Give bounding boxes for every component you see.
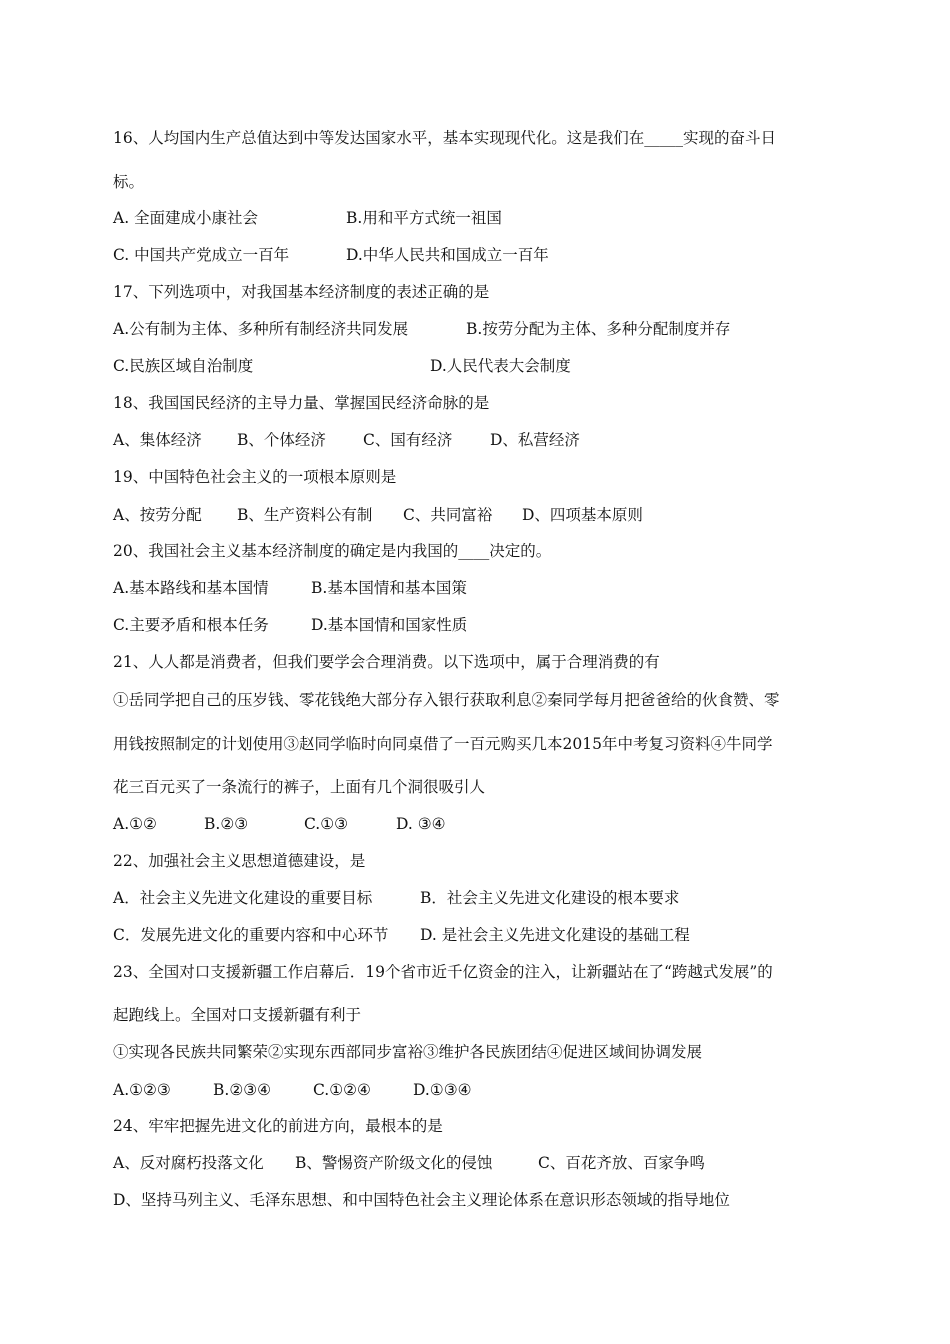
question-21-options	[113, 814, 446, 834]
question-20-option-a: A.基本路线和基本国情	[113, 579, 269, 597]
question-24-option-a: A、反对腐朽投落文化	[113, 1154, 264, 1172]
question-17-option-b: B.按劳分配为主体、多种分配制度并存	[466, 320, 731, 338]
question-23-option-b: B.②③④	[213, 1081, 272, 1099]
question-16-stem-line-1: 16、人均国内生产总值达到中等发达国家水平，基本实现现代化。这是我们在_____实现的奋斗日	[113, 129, 776, 147]
question-24-options-row-2	[113, 1190, 730, 1210]
question-20-option-b: B.基本国情和基本国策	[311, 579, 467, 597]
question-17-option-a: A.公有制为主体、多种所有制经济共同发展	[113, 320, 409, 338]
question-19-option-d: D、四项基本原则	[522, 506, 643, 524]
question-24-option-c: C、百花齐放、百家争鸣	[538, 1154, 705, 1172]
question-24-stem: 24、牢牢把握先进文化的前进方向，最根本的是	[113, 1117, 443, 1135]
question-20-option-c: C.主要矛盾和根本任务	[113, 616, 269, 634]
question-20-option-d: D.基本国情和国家性质	[311, 616, 468, 634]
question-19-option-b: B、生产资料公有制	[237, 506, 373, 524]
question-22-option-c: C．发展先进文化的重要内容和中心环节	[113, 926, 389, 944]
question-24-option-b: B、警惕资产阶级文化的侵蚀	[295, 1154, 493, 1172]
question-18-options	[113, 430, 580, 450]
question-22-option-a: A．社会主义先进文化建设的重要目标	[113, 889, 373, 907]
question-21-stem-line-1: 21、人人都是消费者，但我们要学会合理消费。以下选项中，属于合理消费的有	[113, 653, 660, 671]
question-22-options-row-2	[113, 925, 690, 945]
question-18-option-b: B、个体经济	[237, 431, 326, 449]
question-21-stem-line-4: 花三百元买了一条流行的裤子，上面有几个洞很吸引人	[113, 778, 486, 796]
question-23-stem-line-2: 起跑线上。全国对口支援新疆有利于	[113, 1006, 362, 1024]
question-16-options-row-2	[113, 245, 549, 265]
question-20-options-row-1	[113, 578, 467, 598]
question-16-option-b: B.用和平方式统一祖国	[346, 209, 502, 227]
question-20-options-row-2	[113, 615, 467, 635]
question-20-stem: 20、我国社会主义基本经济制度的确定是内我国的____决定的。	[113, 542, 552, 560]
question-19-stem: 19、中国特色社会主义的一项根本原则是	[113, 468, 397, 486]
question-18-option-d: D、私营经济	[490, 431, 580, 449]
question-16-option-a: A. 全面建成小康社会	[113, 209, 259, 227]
question-18-option-a: A、集体经济	[113, 431, 202, 449]
question-18-stem: 18、我国国民经济的主导力量、掌握国民经济命脉的是	[113, 394, 490, 412]
question-16-stem-line-2: 标。	[113, 173, 145, 191]
question-19-option-c: C、共同富裕	[403, 506, 493, 524]
question-19-options	[113, 505, 643, 525]
question-23-option-d: D.①③④	[413, 1081, 472, 1099]
question-16-option-d: D.中华人民共和国成立一百年	[346, 246, 549, 264]
question-21-stem-line-3: 用钱按照制定的计划使用③赵同学临时向同桌借了一百元购买几本2015年中考复习资料④牛同学	[113, 735, 773, 753]
question-17-options-row-1	[113, 319, 730, 339]
question-17-option-c: C.民族区域自治制度	[113, 357, 254, 375]
question-16-option-c: C. 中国共产党成立一百年	[113, 246, 290, 264]
question-18-option-c: C、国有经济	[363, 431, 453, 449]
question-24-options-row-1	[113, 1153, 705, 1173]
question-16-options-row-1	[113, 208, 502, 228]
question-23-stem-line-3: ①实现各民族共同繁荣②实现东西部同步富裕③维护各民族团结④促进区域间协调发展	[113, 1043, 703, 1061]
question-24-option-d: D、坚持马列主义、毛泽东思想、和中国特色社会主义理论体系在意识形态领域的指导地位	[113, 1191, 730, 1209]
question-22-option-b: B．社会主义先进文化建设的根本要求	[420, 889, 680, 907]
question-23-options	[113, 1080, 472, 1100]
question-19-option-a: A、按劳分配	[113, 506, 202, 524]
question-21-option-b: B.②③	[204, 815, 249, 833]
question-23-stem-line-1: 23、全国对口支援新疆工作启幕后．19个省市近千亿资金的注入，让新疆站在了“跨越式发展”的	[113, 963, 773, 981]
question-17-option-d: D.人民代表大会制度	[430, 357, 571, 375]
question-17-options-row-2	[113, 356, 571, 376]
question-21-option-d: D. ③④	[396, 815, 446, 833]
question-21-option-c: C.①③	[304, 815, 349, 833]
question-22-options-row-1	[113, 888, 679, 908]
question-23-option-a: A.①②③	[113, 1081, 171, 1099]
question-22-stem: 22、加强社会主义思想道德建设，是	[113, 852, 366, 870]
question-21-stem-line-2: ①岳同学把自己的压岁钱、零花钱绝大部分存入银行获取利息②秦同学每月把爸爸给的伙食赞、零	[113, 691, 780, 709]
question-23-option-c: C.①②④	[313, 1081, 371, 1099]
question-17-stem: 17、下列选项中，对我国基本经济制度的表述正确的是	[113, 283, 490, 301]
question-22-option-d: D. 是社会主义先进文化建设的基础工程	[420, 926, 690, 944]
question-21-option-a: A.①②	[113, 815, 157, 833]
